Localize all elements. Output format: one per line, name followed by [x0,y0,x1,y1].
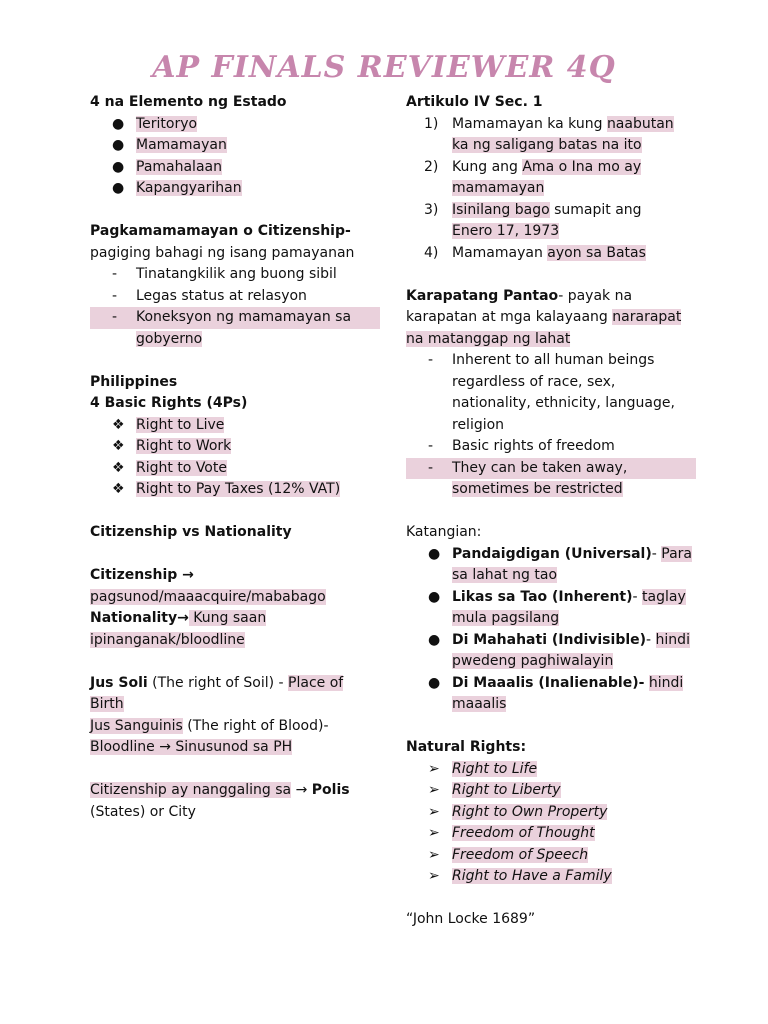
citizenship-value: pagsunod/maaacquire/mababago [90,588,326,605]
diamond-bullet-icon: ❖ [112,438,125,454]
list-item: ➢ Freedom of Speech [406,845,696,867]
arrow-bullet-icon: ➢ [428,803,440,820]
dash-icon: - [428,352,434,368]
list-item: ● Teritoryo [90,114,380,136]
karapatan-line: Karapatang Pantao- payak na [406,287,633,304]
list-item: ➢ Right to Have a Family [406,866,696,888]
page-title: AP FINALS REVIEWER 4Q [152,50,616,85]
list-item: ● Di Mahahati (Indivisible)- hindi pwedeng paghiwalayin [428,631,690,669]
bullet-icon: ● [112,137,125,153]
diamond-bullet-icon: ❖ [112,416,125,433]
list-item: ❖ Right to Vote [90,458,380,480]
bullet-icon: ● [428,674,441,691]
bullet-icon: ● [112,115,125,132]
vs-heading: Citizenship vs Nationality [90,524,292,540]
bullet-icon: ● [428,545,441,562]
list-item: - Koneksyon ng mamamayan sa [90,307,380,329]
bullet-icon: ● [112,180,125,196]
numbered-item: 2) Kung ang Ama o Ina mo ay mamamayan [424,158,642,196]
arrow-bullet-icon: ➢ [428,868,440,884]
list-item: ● Kapangyarihan [90,178,380,200]
left-column [90,92,380,823]
list-item: ❖ Right to Pay Taxes (12% VAT) [90,479,380,501]
citizenship-heading: Pagkamamamayan o Citizenship- [90,223,351,239]
numbered-item: 1) Mamamayan ka kung naabutan ka ng saligang batas na ito [424,115,674,153]
natural-rights-heading: Natural Rights: [406,739,527,755]
list-item: - Tinatangkilik ang buong sibil [90,264,380,286]
arrow-bullet-icon: ➢ [428,825,440,841]
list-item: ❖ Right to Work [90,436,380,458]
numbered-item: 4) Mamamayan ayon sa Batas [424,244,646,261]
jus-soli-line: Jus Soli (The right of Soil) - Place of [90,674,344,691]
karapatan-line-3: na matanggap ng lahat [406,330,571,347]
polis-line: Citizenship ay nanggaling sa → Polis [90,782,350,798]
list-item-continuation: sometimes be restricted [452,481,623,497]
list-item: - Basic rights of freedom [406,436,696,458]
right-column [406,92,696,931]
list-item: - Legas status at relasyon [90,286,380,308]
diamond-bullet-icon: ❖ [112,481,125,497]
list-item: ● Mamamayan [90,135,380,157]
dash-icon: - [112,287,118,304]
list-item: ➢ Right to Own Property [406,802,696,824]
jus-sanguinis-line: Jus Sanguinis (The right of Blood)- [90,717,329,734]
list-item: ➢ Freedom of Thought [406,823,696,845]
jus-soli-continuation: Birth [90,696,124,712]
list-item: ● Di Maaalis (Inalienable)- hindi maaalis [428,674,684,712]
nationality-line: Nationality→ Kung saan [90,610,267,626]
arrow-bullet-icon: ➢ [428,846,440,863]
dash-icon: - [112,309,118,325]
quote: “John Locke 1689” [406,911,536,927]
diamond-bullet-icon: ❖ [112,459,125,476]
dash-icon: - [112,266,118,282]
artikulo-heading: Artikulo IV Sec. 1 [406,94,543,110]
dash-icon: - [428,459,434,476]
jus-sanguinis-value: Bloodline → Sinusunod sa PH [90,739,293,755]
arrow-bullet-icon: ➢ [428,760,440,777]
numbered-item: 3) Isinilang bago sumapit ang Enero 17, 1973 [424,201,642,239]
list-item: ❖ Right to Live [90,415,380,437]
bullet-icon: ● [112,158,125,175]
list-item: - Inherent to all human beings regardless of race, sex, nationality, ethnicity, language, religion [428,352,675,433]
dash-icon: - [428,438,434,454]
citizenship-label: Citizenship → [90,567,194,583]
bullet-icon: ● [428,588,441,605]
list-item: ● Pandaigdigan (Universal)- Para sa lahat ng tao [428,545,693,583]
citizenship-definition: pagiging bahagi ng isang pamayanan [90,244,355,261]
list-item: ● Likas sa Tao (Inherent)- taglay mula pagsilang [428,588,686,626]
philippines-heading: Philippines [90,373,178,390]
arrow-bullet-icon: ➢ [428,782,440,798]
polis-continuation: (States) or City [90,803,196,820]
list-item: - They can be taken away, [406,458,696,480]
katangian-heading: Katangian: [406,524,482,540]
list-item: ● Pamahalaan [90,157,380,179]
list-item: ➢ Right to Liberty [406,780,696,802]
list-item-continuation: gobyerno [136,330,203,347]
karapatan-line-2: karapatan at mga kalayaang nararapat [406,309,682,325]
bullet-icon: ● [428,631,441,648]
nationality-value: ipinanganak/bloodline [90,631,245,648]
list-item: ➢ Right to Life [406,759,696,781]
elemento-heading: 4 na Elemento ng Estado [90,94,287,110]
basic-rights-heading: 4 Basic Rights (4Ps) [90,395,248,411]
